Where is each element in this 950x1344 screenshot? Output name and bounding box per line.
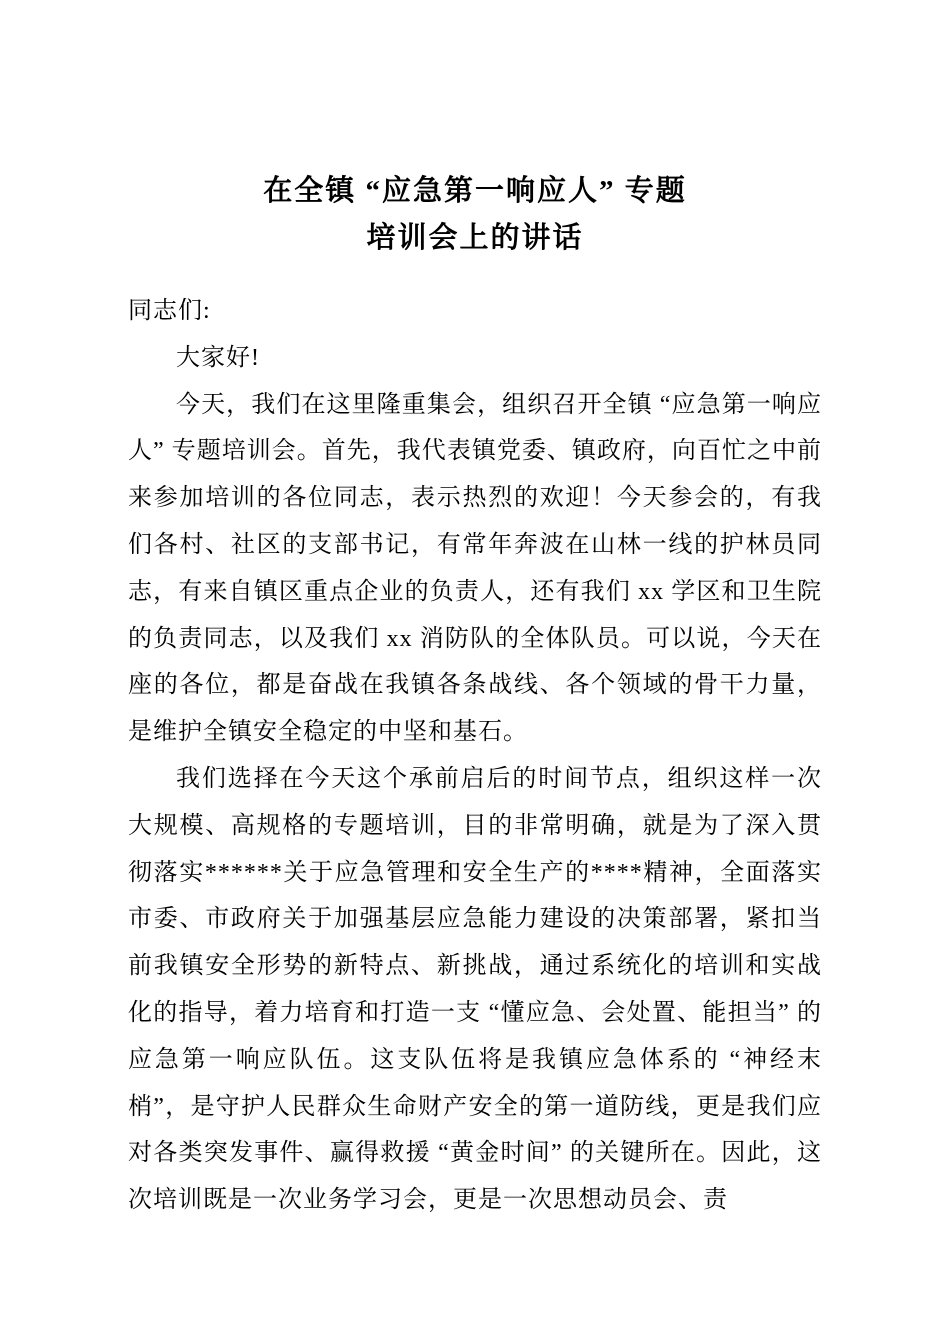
paragraph-greeting: 大家好! — [176, 344, 260, 371]
title-line-2: 培训会上的讲话 — [366, 222, 584, 254]
title-line-1: 在全镇 “应急第一响应人” 专题 — [263, 175, 687, 207]
paragraph-welcome: 今天，我们在这里隆重集会，组织召开全镇 “应急第一响应人” 专题培训会。首先，我代表镇党委、镇政府，向百忙之中前来参加培训的各位同志，表示热烈的欢迎！今天参会的，有我们各村、社区的支部书记，有常年奔波在山林一线的护林员同志，有来自镇区重点企业的负责人，还有我们 xx 学区和卫生院的负责同志，以及我们 xx 消防队的全体队员。可以说，今天在座的各位，都是奋战在我镇各条战线、各个领域的骨干力量，是维护全镇安全稳定的中坚和基石。 — [128, 391, 822, 746]
document-body — [128, 288, 822, 1224]
salutation: 同志们: — [128, 298, 211, 324]
paragraph-purpose: 我们选择在今天这个承前启后的时间节点，组织这样一次大规模、高规格的专题培训，目的非常明确，就是为了深入贯彻落实******关于应急管理和安全生产的****精神，全面落实市委、市政府关于加强基层应急能力建设的决策部署，紧扣当前我镇安全形势的新特点、新挑战，通过系统化的培训和实战化的指导，着力培育和打造一支 “懂应急、会处置、能担当” 的应急第一响应队伍。这支队伍将是我镇应急体系的 “神经末梢”，是守护人民群众生命财产安全的第一道防线，更是我们应对各类突发事件、赢得救援 “黄金时间” 的关键所在。因此，这次培训既是一次业务学习会，更是一次思想动员会、责 — [128, 765, 822, 1214]
document-title — [128, 168, 822, 262]
